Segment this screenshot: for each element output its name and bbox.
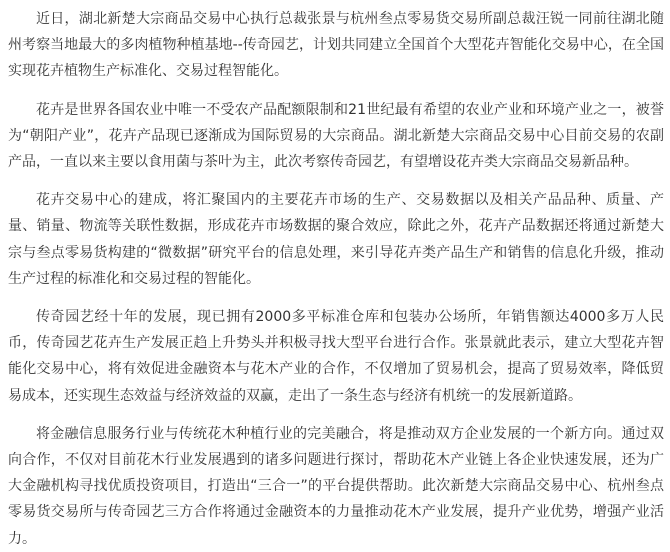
paragraph: 将金融信息服务行业与传统花木种植行业的完美融合，将是推动双方企业发展的一个新方向。通过双向合作，不仅对目前花木行业发展遇到的诸多问题进行探讨，帮助花木产业链上各企业快速发展，还为广大金融机构寻找优质投资项目，打造出“三合一”的平台提供帮助。此次新楚大宗商品交易中心、杭州叁点零易货交易所与传奇园艺三方合作将通过金融资本的力量推动花木产业发展，提升产业优势，增强产业活力。: [8, 425, 664, 547]
paragraph: 近日，湖北新楚大宗商品交易中心执行总裁张景与杭州叁点零易货交易所副总裁汪锐一同前往湖北随州考察当地最大的多肉植物种植基地--传奇园艺，计划共同建立全国首个大型花卉智能化交易中心，在全国实现花卉植物生产标准化、交易过程智能化。: [8, 11, 664, 80]
paragraph: 花卉交易中心的建成，将汇聚国内的主要花卉市场的生产、交易数据以及相关产品品种、质量、产量、销量、物流等关联性数据，形成花卉市场数据的聚合效应，除此之外，花卉产品数据还将通过新楚大宗与叁点零易货构建的“微数据”研究平台的信息处理，来引导花卉类产品生产和销售的信息化升级，推动生产过程的标准化和交易过程的智能化。: [8, 192, 664, 287]
paragraph: 传奇园艺经十年的发展，现已拥有2000多平标准仓库和包装办公场所，年销售额达4000多万人民币，传奇园艺花卉生产发展正趋上升势头并积极寻找大型平台进行合作。张景就此表示，建立大型花卉智能化交易中心，将有效促进金融资本与花木产业的合作，不仅增加了贸易机会，提高了贸易效率，降低贸易成本，还实现生态效益与经济效益的双赢，走出了一条生态与经济有机统一的发展新道路。: [8, 309, 664, 404]
paragraph: 花卉是世界各国农业中唯一不受农产品配额限制和21世纪最有希望的农业产业和环境产业之一，被誉为“朝阳产业”，花卉产品现已逐渐成为国际贸易的大宗商品。湖北新楚大宗商品交易中心目前交易的农副产品，一直以来主要以食用菌与茶叶为主，此次考察传奇园艺，有望增设花卉类大宗商品交易新品种。: [8, 101, 664, 171]
